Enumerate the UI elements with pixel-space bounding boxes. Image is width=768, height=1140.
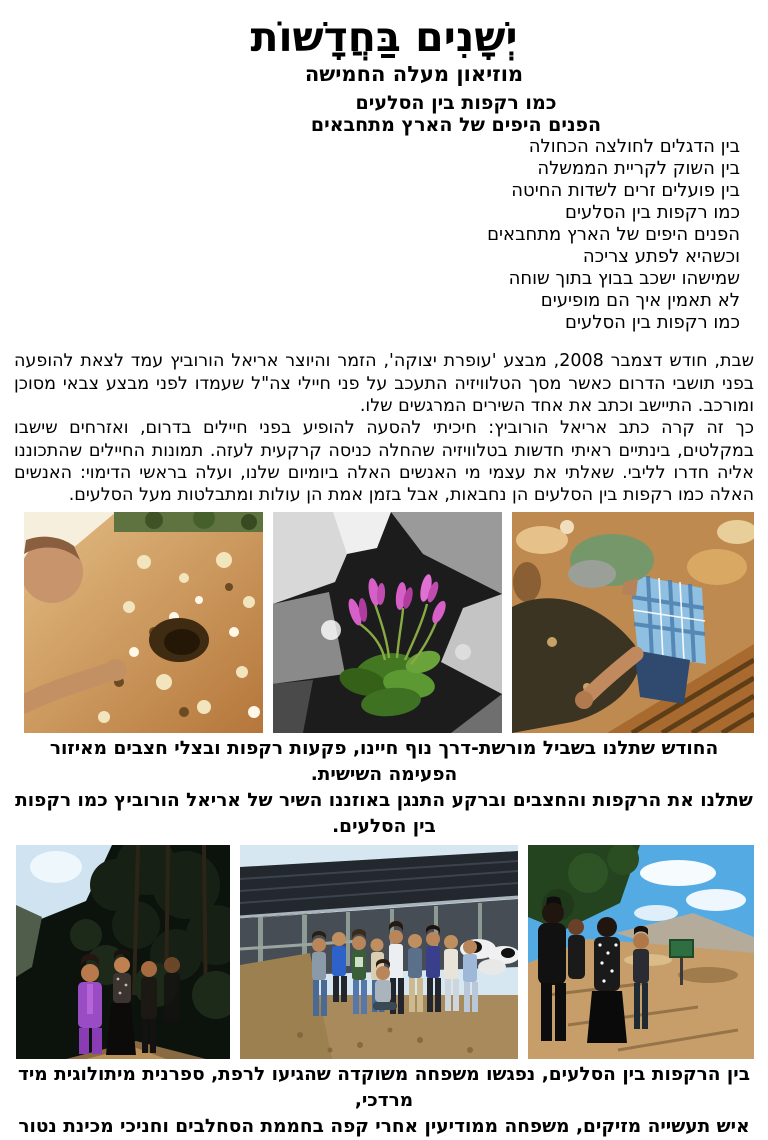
poem-line: בין הדגלים לחולצה הכחולה [528, 136, 740, 158]
poem-line: שמישהו ישכב בבוץ בתוך שוחה [508, 268, 740, 290]
caption-bottom-line-2: איש תעשייה מזיקים, משפחה ממודיעין אחרי קפה בחממת הסחלבים וחניכי מכינת נטור [18, 1115, 750, 1137]
refrain-line-1: כמו רקפות בין הסלעים [355, 92, 557, 115]
poem-line: וכשהיא לפתע צריכה [582, 246, 740, 268]
article-body [14, 350, 754, 507]
paragraph-2: כך זה קרה כתב אריאל הורוביץ: חיכיתי להסעה להופיע בפני חיילים בדרום, ואזרחים שישבו במקלטים, בינתיים ראיתי חדשות בטלוויזיה שהחלה כניסה קרקעית לעזה. תמונות החיילים שהתכוננו אליה חדרו לליבי. שאלתי את עצמי מי האנשים האלה ביומיום שלנו, ועלה בראשי הדימוי: האנשים האלה כמו רקפות בין הסלעים הן נחבאות, אבל בזמן אמת הן עולות ומתבלטות מעל הסלעים. [14, 418, 754, 506]
page-title: יְשָׁנִים בַּחֲדָשׁוֹת [250, 13, 518, 61]
poem-line: לא תאמין איך הם מופיעים [540, 290, 740, 312]
photo-planting-soil-illustration [24, 512, 263, 733]
photo-cowshed-group-illustration [240, 845, 518, 1059]
photo-cyclamen-illustration [273, 512, 502, 733]
caption-middle [14, 736, 754, 840]
photo-trail-group-illustration [528, 845, 754, 1059]
photo-dark-trees-group [16, 845, 230, 1059]
photo-man-planting-illustration [512, 512, 754, 733]
caption-middle-line-1: החודש שתלנו בשביל מורשת-דרך נוף חיינו, פקעות רקפות ובצלי חצבים מאיזור הפעימה השישית. [49, 737, 719, 785]
caption-middle-line-2: שתלנו את הרקפות והחצבים וברקע התנגן באוזננו השיר של אריאל הורוביץ כמו רקפות בין הסלעים. [15, 789, 753, 837]
photo-man-planting [512, 512, 754, 733]
refrain-line-2: הפנים היפים של הארץ מתחבאים [310, 114, 602, 137]
poem-line: הפנים היפים של הארץ מתחבאים [487, 224, 740, 246]
poem-line: כמו רקפות בין הסלעים [565, 312, 740, 334]
photo-dark-trees-group-illustration [16, 845, 230, 1059]
photo-trail-group [528, 845, 754, 1059]
photo-cyclamen [273, 512, 502, 733]
poem-line: בין פועלים זרים לשדות החיטה [511, 180, 740, 202]
poem-line: בין השוק לקריית הממשלה [537, 158, 740, 180]
page-subtitle: מוזיאון מעלה החמישה [304, 62, 524, 87]
refrain-block [86, 92, 768, 136]
poem-line: כמו רקפות בין הסלעים [565, 202, 740, 224]
caption-bottom [14, 1062, 754, 1140]
poem-block [14, 136, 740, 334]
photo-row-1 [14, 512, 754, 733]
photo-cowshed-group [240, 845, 518, 1059]
photo-planting-soil [24, 512, 263, 733]
photo-row-2 [14, 845, 754, 1059]
paragraph-1: שבת, חודש דצמבר 2008, מבצע 'עופרת יצוקה', הזמר והיוצר אריאל הורוביץ עמד לצאת להופעה בפני תושבי הדרום כאשר מסך הטלוויזיה התעכב על פני חיילי צה"ל שעמדו לפני מבצע צבאי מסוכן ומורכב. התיישב וכתב את אחד השירים המרגשים שלו. [14, 351, 754, 416]
caption-bottom-line-1: בין הרקפות בין הסלעים, נפגשו משפחה משוקדה שהגיעו לרפת, ספרנית מיתולוגית מיד מרדכי, [17, 1063, 750, 1111]
